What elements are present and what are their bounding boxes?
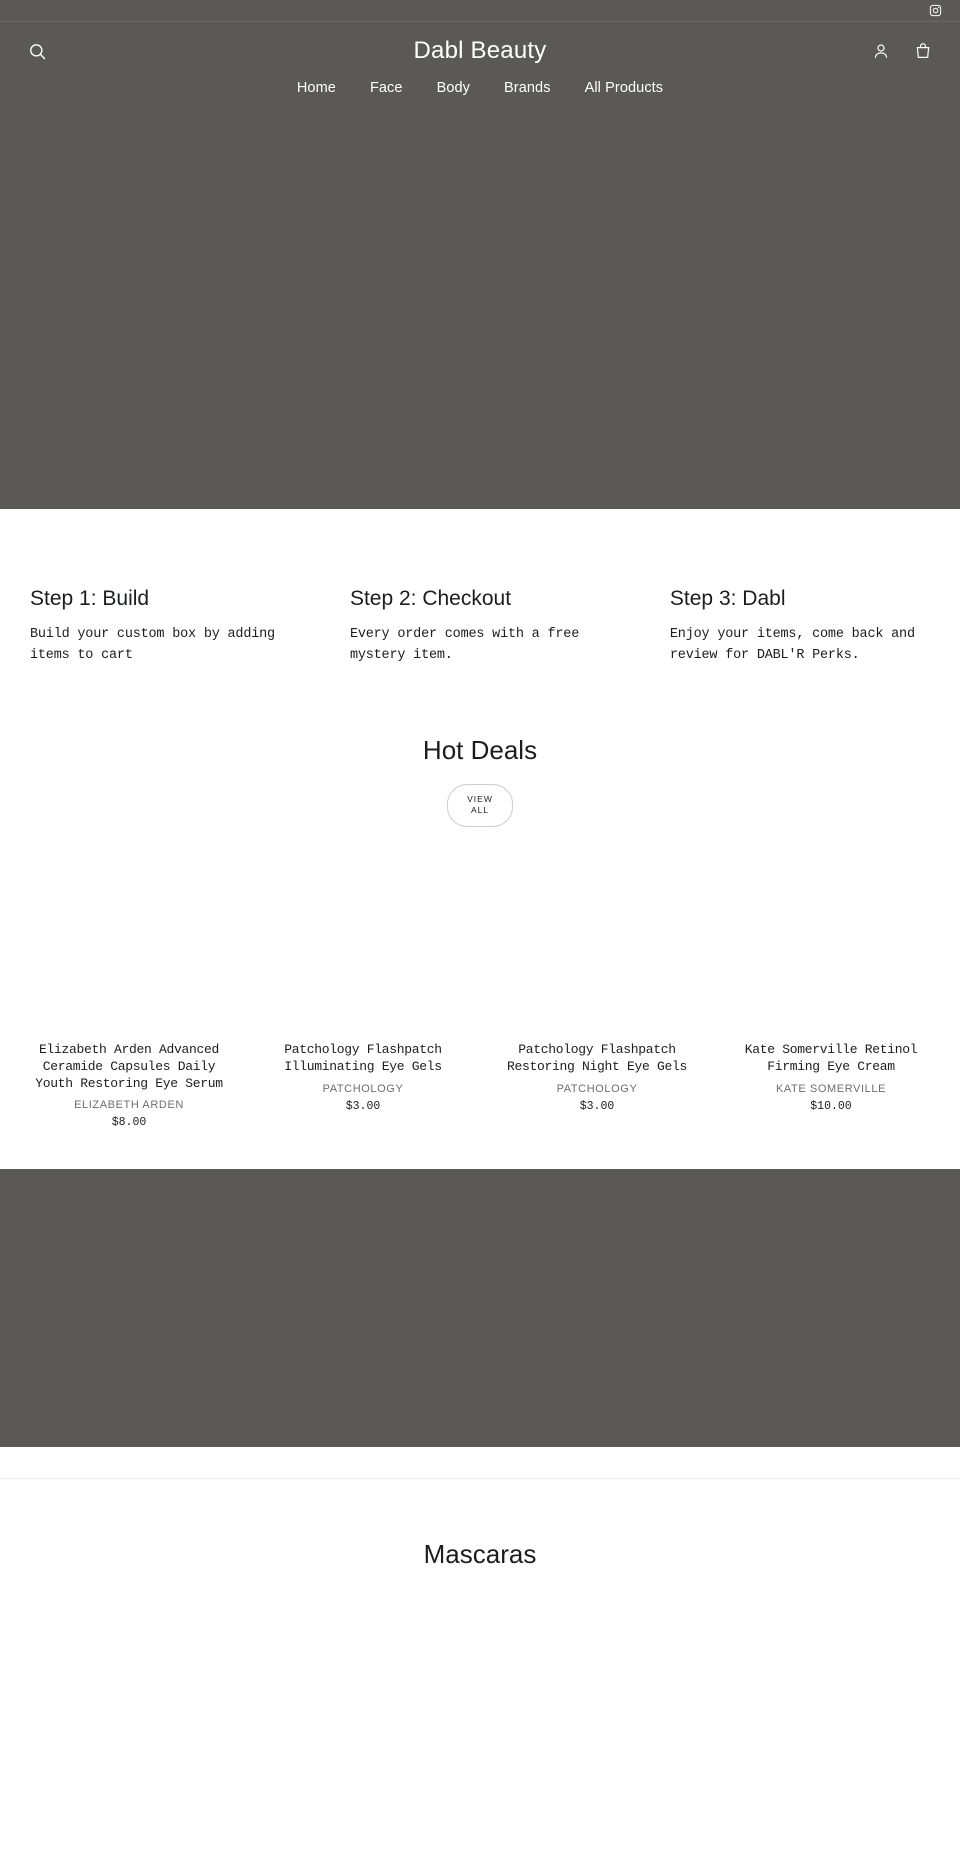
promo-banner[interactable] <box>0 1169 960 1447</box>
product-image[interactable] <box>26 857 232 1032</box>
product-card[interactable] <box>246 857 480 1130</box>
mascaras-product-area <box>0 1570 960 1740</box>
step-3-title: Step 3: Dabl <box>669 587 786 610</box>
product-image[interactable] <box>494 857 700 1032</box>
product-card[interactable] <box>480 857 714 1130</box>
nav-item-face[interactable]: Face <box>369 80 403 96</box>
cart-icon[interactable] <box>914 42 932 60</box>
nav-item-all-products[interactable]: All Products <box>584 80 664 96</box>
product-title: Patchology Flashpatch Illuminating Eye Gels <box>284 1041 442 1074</box>
mascaras-section <box>0 1479 960 1740</box>
step-1-body: Build your custom box by adding items to cart <box>30 627 275 663</box>
header-row <box>0 22 960 80</box>
product-card[interactable] <box>714 857 948 1130</box>
main-navigation <box>0 80 960 114</box>
instagram-icon[interactable] <box>929 4 942 17</box>
account-icon[interactable] <box>872 42 890 60</box>
product-image[interactable] <box>260 857 466 1032</box>
header-right-actions <box>842 42 932 60</box>
product-vendor: ELIZABETH ARDEN <box>74 1099 184 1112</box>
step-1-title: Step 1: Build <box>30 587 150 610</box>
product-card[interactable] <box>12 857 246 1130</box>
header-left-actions <box>28 42 118 61</box>
product-image[interactable] <box>728 857 934 1032</box>
steps-section <box>0 509 960 723</box>
product-vendor: PATCHOLOGY <box>556 1082 638 1095</box>
mascaras-title: Mascaras <box>423 1539 537 1570</box>
product-title: Patchology Flashpatch Restoring Night Eye Gels <box>506 1041 688 1074</box>
product-price: $8.00 <box>111 1116 147 1130</box>
step-3 <box>640 587 960 667</box>
nav-item-brands[interactable]: Brands <box>504 80 551 96</box>
step-1 <box>0 587 320 667</box>
product-title: Elizabeth Arden Advanced Ceramide Capsules Daily Youth Restoring Eye Serum <box>35 1041 223 1091</box>
search-icon[interactable] <box>28 42 47 61</box>
product-vendor: PATCHOLOGY <box>322 1082 404 1095</box>
site-header <box>0 22 960 114</box>
view-all-button[interactable]: VIEW ALL <box>447 784 513 827</box>
step-2-body: Every order comes with a free mystery item. <box>349 627 580 663</box>
hot-deals-section <box>0 723 960 1170</box>
nav-item-home[interactable]: Home <box>296 80 336 96</box>
product-vendor: KATE SOMERVILLE <box>775 1082 887 1095</box>
nav-item-body[interactable]: Body <box>436 80 471 96</box>
view-all-wrap <box>0 784 960 857</box>
step-3-body: Enjoy your items, come back and review for DABL'R Perks. <box>669 627 915 663</box>
section-divider <box>0 1447 960 1479</box>
product-grid <box>0 857 960 1170</box>
product-price: $3.00 <box>579 1099 615 1113</box>
announcement-bar <box>0 0 960 22</box>
hero-banner[interactable] <box>0 114 960 509</box>
step-2 <box>320 587 640 667</box>
product-price: $3.00 <box>345 1099 381 1113</box>
product-price: $10.00 <box>810 1099 852 1113</box>
product-title: Kate Somerville Retinol Firming Eye Cream <box>744 1041 918 1074</box>
hot-deals-title: Hot Deals <box>422 734 538 765</box>
step-2-title: Step 2: Checkout <box>349 587 512 610</box>
page-title[interactable]: Dabl Beauty <box>413 37 547 64</box>
